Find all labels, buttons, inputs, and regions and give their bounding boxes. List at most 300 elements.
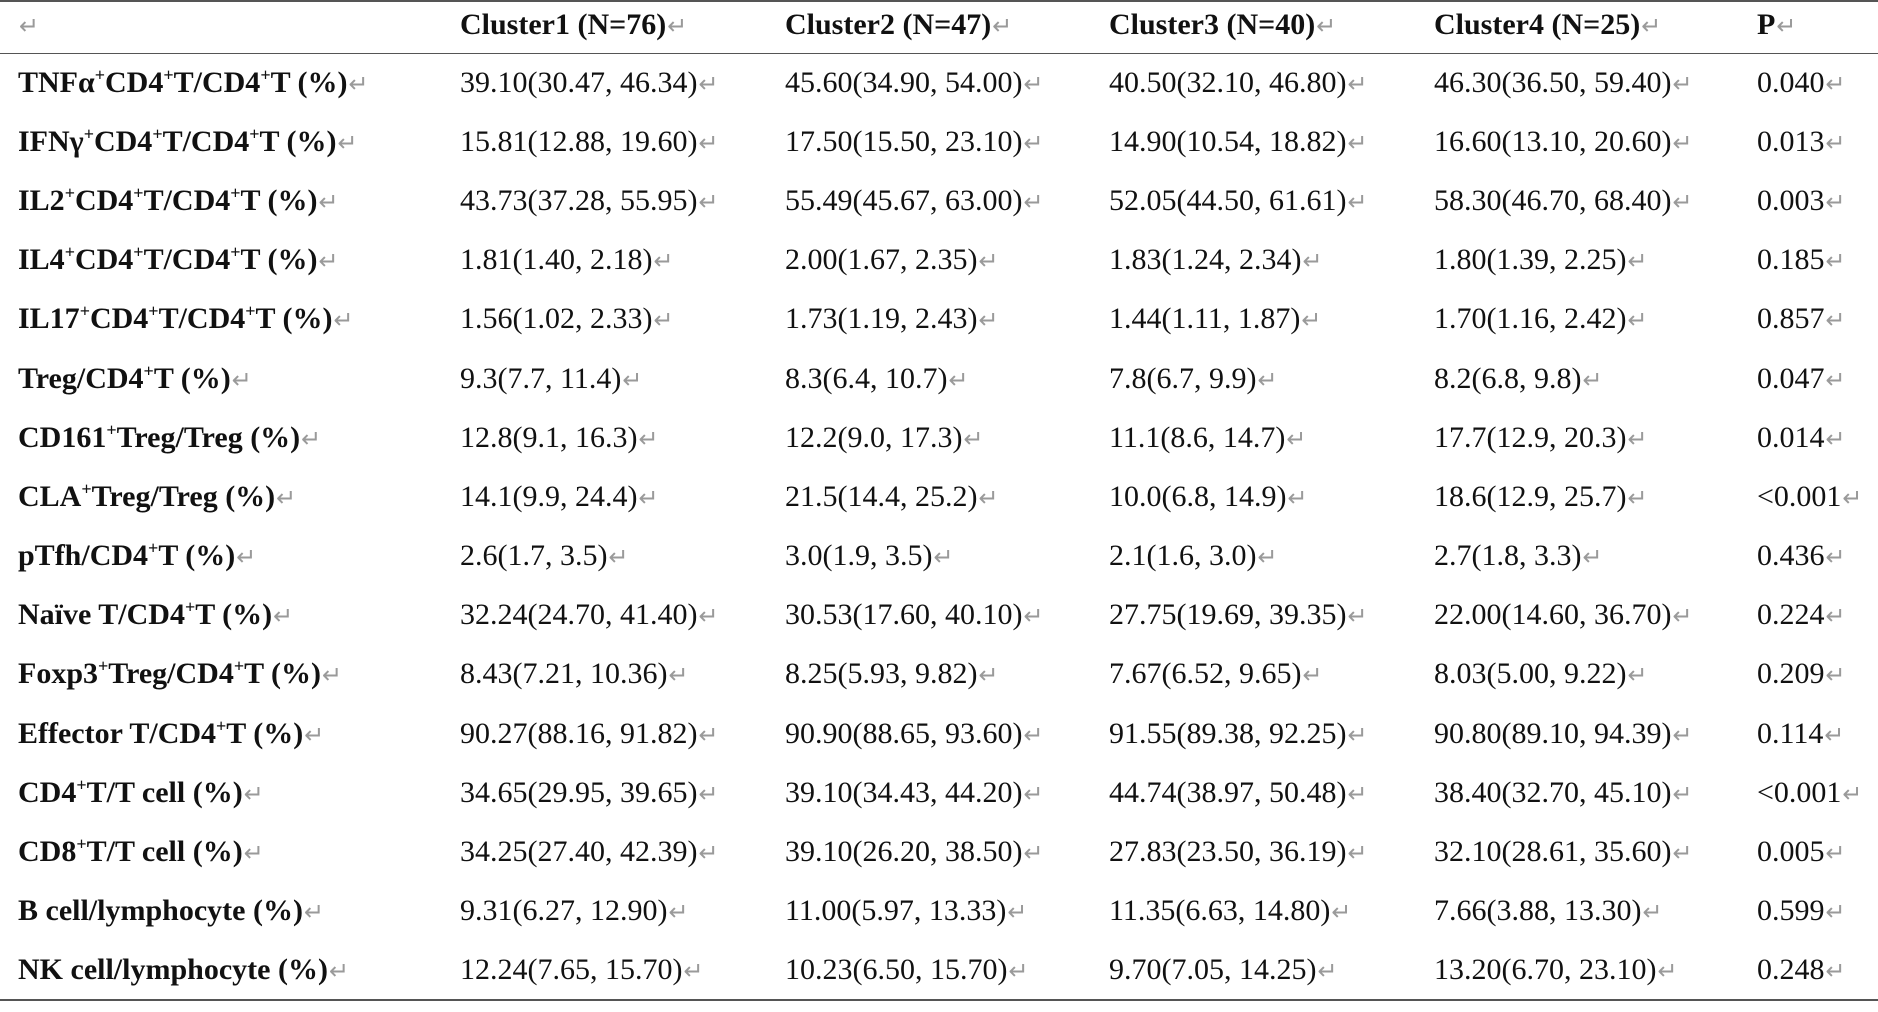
label-superscript: +	[260, 64, 271, 85]
cluster2-value-cell	[783, 231, 1107, 290]
row-label-cell	[0, 349, 458, 408]
cell-value: 30.53(17.60, 40.10)	[785, 598, 1023, 632]
paragraph-mark-icon: ↵	[698, 128, 719, 157]
cluster4-value-cell	[1432, 586, 1755, 645]
header-cell-cluster2	[783, 1, 1107, 53]
cluster1-value-cell	[458, 586, 783, 645]
label-text: CLA	[18, 479, 82, 513]
cluster2-value-cell	[783, 171, 1107, 230]
table-row	[0, 171, 1878, 230]
paragraph-mark-icon: ↵	[963, 424, 984, 453]
paragraph-mark-icon: ↵	[1023, 128, 1044, 157]
label-text: Naïve T/CD4	[18, 598, 185, 632]
cell-value: 1.83(1.24, 2.34)	[1109, 243, 1302, 277]
cell-value: 2.7(1.8, 3.3)	[1434, 539, 1582, 573]
paragraph-mark-icon: ↵	[1347, 779, 1368, 808]
label-superscript: +	[98, 656, 109, 677]
cell-value: 7.66(3.88, 13.30)	[1434, 894, 1642, 928]
cell-value: 21.5(14.4, 25.2)	[785, 479, 978, 513]
p-value-cell	[1755, 882, 1878, 941]
label-superscript: +	[106, 419, 117, 440]
row-label-cell	[0, 763, 458, 822]
table-row	[0, 408, 1878, 467]
paragraph-mark-icon: ↵	[1347, 602, 1368, 631]
cell-value: 40.50(32.10, 46.80)	[1109, 65, 1347, 99]
paragraph-mark-icon: ↵	[1347, 187, 1368, 216]
cluster4-value-cell	[1432, 349, 1755, 408]
paragraph-mark-icon: ↵	[243, 839, 264, 868]
paragraph-mark-icon: ↵	[698, 602, 719, 631]
paragraph-mark-icon: ↵	[948, 365, 969, 394]
cluster1-value-cell	[458, 882, 783, 941]
paragraph-mark-icon: ↵	[1672, 69, 1693, 98]
p-value-cell	[1755, 408, 1878, 467]
cluster1-value-cell	[458, 349, 783, 408]
cell-value: 39.10(30.47, 46.34)	[460, 65, 698, 99]
cluster4-value-cell	[1432, 763, 1755, 822]
cluster3-value-cell	[1107, 645, 1432, 704]
cluster2-value-cell	[783, 704, 1107, 763]
paragraph-mark-icon: ↵	[348, 69, 369, 98]
cell-value: 2.1(1.6, 3.0)	[1109, 539, 1257, 573]
paragraph-mark-icon: ↵	[1825, 543, 1846, 572]
label-text: IFNγ	[18, 124, 84, 158]
paragraph-mark-icon: ↵	[698, 779, 719, 808]
paragraph-mark-icon: ↵	[1023, 69, 1044, 98]
paragraph-mark-icon: ↵	[1672, 128, 1693, 157]
label-text: IL4	[18, 243, 65, 277]
paragraph-mark-icon: ↵	[1825, 898, 1846, 927]
paragraph-mark-icon: ↵	[1023, 839, 1044, 868]
p-value-cell	[1755, 171, 1878, 230]
cluster2-value-cell	[783, 822, 1107, 881]
cluster2-value-cell	[783, 527, 1107, 586]
cell-value: 9.70(7.05, 14.25)	[1109, 952, 1317, 986]
table-row	[0, 349, 1878, 408]
cell-value: 0.857	[1757, 302, 1825, 336]
label-text: CD4	[74, 183, 134, 217]
table-row	[0, 112, 1878, 171]
paragraph-mark-icon: ↵	[1825, 424, 1846, 453]
cell-value: 2.00(1.67, 2.35)	[785, 243, 978, 277]
header-text: P	[1757, 8, 1776, 42]
cell-value: 52.05(44.50, 61.61)	[1109, 183, 1347, 217]
paragraph-mark-icon: ↵	[337, 128, 358, 157]
cell-value: 14.90(10.54, 18.82)	[1109, 124, 1347, 158]
cluster3-value-cell	[1107, 53, 1432, 112]
cluster1-value-cell	[458, 231, 783, 290]
paragraph-mark-icon: ↵	[1641, 12, 1662, 41]
cell-value: 8.2(6.8, 9.8)	[1434, 361, 1582, 395]
cell-value: 39.10(34.43, 44.20)	[785, 775, 1023, 809]
p-value-cell	[1755, 349, 1878, 408]
cell-value: 12.8(9.1, 16.3)	[460, 420, 638, 454]
cluster3-value-cell	[1107, 171, 1432, 230]
paragraph-mark-icon: ↵	[978, 247, 999, 276]
paragraph-mark-icon: ↵	[1582, 365, 1603, 394]
cluster1-value-cell	[458, 822, 783, 881]
cluster3-value-cell	[1107, 290, 1432, 349]
cell-value: 14.1(9.9, 24.4)	[460, 479, 638, 513]
cluster2-value-cell	[783, 763, 1107, 822]
row-label-cell	[0, 53, 458, 112]
label-text: TNFα	[18, 65, 95, 99]
cell-value: 0.013	[1757, 124, 1825, 158]
table-row	[0, 941, 1878, 1000]
p-value-cell	[1755, 290, 1878, 349]
label-text: IL2	[18, 183, 65, 217]
paragraph-mark-icon: ↵	[1302, 661, 1323, 690]
paragraph-mark-icon: ↵	[1825, 661, 1846, 690]
cell-value: 44.74(38.97, 50.48)	[1109, 775, 1347, 809]
cell-value: 45.60(34.90, 54.00)	[785, 65, 1023, 99]
paragraph-mark-icon: ↵	[683, 956, 704, 985]
cluster2-value-cell	[783, 112, 1107, 171]
paragraph-mark-icon: ↵	[1331, 898, 1352, 927]
paragraph-mark-icon: ↵	[1627, 483, 1648, 512]
cluster4-value-cell	[1432, 941, 1755, 1000]
paragraph-mark-icon: ↵	[333, 306, 354, 335]
cell-value: 10.0(6.8, 14.9)	[1109, 479, 1287, 513]
label-text: T (%)	[226, 716, 304, 750]
header-cell-p-value	[1755, 1, 1878, 53]
row-label-cell	[0, 231, 458, 290]
label-text: IL17	[18, 302, 80, 336]
p-value-cell	[1755, 53, 1878, 112]
paragraph-mark-icon: ↵	[668, 661, 689, 690]
cell-value: 38.40(32.70, 45.10)	[1434, 775, 1672, 809]
paragraph-mark-icon: ↵	[1347, 839, 1368, 868]
label-text: T (%)	[158, 539, 236, 573]
label-text: Foxp3	[18, 657, 99, 691]
table-row	[0, 763, 1878, 822]
cell-value: 27.75(19.69, 39.35)	[1109, 598, 1347, 632]
table-row	[0, 586, 1878, 645]
cell-value: 1.81(1.40, 2.18)	[460, 243, 653, 277]
label-text: T/T cell (%)	[86, 775, 243, 809]
cell-value: 0.005	[1757, 835, 1825, 869]
paragraph-mark-icon: ↵	[992, 12, 1013, 41]
cluster4-value-cell	[1432, 231, 1755, 290]
cell-value: 0.185	[1757, 243, 1825, 277]
paragraph-mark-icon: ↵	[653, 306, 674, 335]
cluster4-value-cell	[1432, 171, 1755, 230]
cluster4-value-cell	[1432, 882, 1755, 941]
paragraph-mark-icon: ↵	[1842, 779, 1863, 808]
cluster4-value-cell	[1432, 112, 1755, 171]
cell-value: 1.73(1.19, 2.43)	[785, 302, 978, 336]
cell-value: 34.65(29.95, 39.65)	[460, 775, 698, 809]
paragraph-mark-icon: ↵	[1672, 187, 1693, 216]
table-row	[0, 882, 1878, 941]
paragraph-mark-icon: ↵	[1657, 956, 1678, 985]
cluster3-value-cell	[1107, 408, 1432, 467]
cluster1-value-cell	[458, 704, 783, 763]
label-superscript: +	[83, 123, 94, 144]
paragraph-mark-icon: ↵	[1257, 543, 1278, 572]
header-text: Cluster2 (N=47)	[785, 8, 992, 42]
cluster4-value-cell	[1432, 467, 1755, 526]
label-text: T (%)	[240, 243, 318, 277]
cluster2-value-cell	[783, 467, 1107, 526]
p-value-cell	[1755, 586, 1878, 645]
paragraph-mark-icon: ↵	[318, 187, 339, 216]
paragraph-mark-icon: ↵	[1825, 602, 1846, 631]
cluster2-value-cell	[783, 882, 1107, 941]
table-body	[0, 53, 1878, 1000]
header-text: Cluster4 (N=25)	[1434, 8, 1641, 42]
paragraph-mark-icon: ↵	[668, 898, 689, 927]
paragraph-mark-icon: ↵	[1286, 424, 1307, 453]
row-label-cell	[0, 527, 458, 586]
label-superscript: +	[249, 123, 260, 144]
row-label-cell	[0, 408, 458, 467]
cluster3-value-cell	[1107, 231, 1432, 290]
cluster3-value-cell	[1107, 586, 1432, 645]
label-text: T (%)	[244, 657, 322, 691]
label-superscript: +	[245, 301, 256, 322]
cluster1-value-cell	[458, 941, 783, 1000]
paragraph-mark-icon: ↵	[1842, 483, 1863, 512]
paragraph-mark-icon: ↵	[667, 12, 688, 41]
paragraph-mark-icon: ↵	[698, 839, 719, 868]
p-value-cell	[1755, 112, 1878, 171]
cell-value: 0.003	[1757, 183, 1825, 217]
table-row	[0, 822, 1878, 881]
paragraph-mark-icon: ↵	[1825, 306, 1846, 335]
paragraph-mark-icon: ↵	[1672, 839, 1693, 868]
header-cell-cluster1	[458, 1, 783, 53]
cell-value: 17.7(12.9, 20.3)	[1434, 420, 1627, 454]
cell-value: 16.60(13.10, 20.60)	[1434, 124, 1672, 158]
cell-value: 0.436	[1757, 539, 1825, 573]
paragraph-mark-icon: ↵	[1825, 839, 1846, 868]
cell-value: 8.03(5.00, 9.22)	[1434, 657, 1627, 691]
table-row	[0, 527, 1878, 586]
row-label-cell	[0, 467, 458, 526]
paragraph-mark-icon: ↵	[236, 543, 257, 572]
cell-value: 32.10(28.61, 35.60)	[1434, 835, 1672, 869]
cluster2-value-cell	[783, 349, 1107, 408]
cell-value: 9.31(6.27, 12.90)	[460, 894, 668, 928]
row-label-cell	[0, 704, 458, 763]
cell-value: 7.8(6.7, 9.9)	[1109, 361, 1257, 395]
label-text: T (%)	[240, 183, 318, 217]
label-text: T/CD4	[143, 243, 231, 277]
paragraph-mark-icon: ↵	[1582, 543, 1603, 572]
paragraph-mark-icon: ↵	[1316, 12, 1337, 41]
label-text: Treg/CD4	[18, 361, 144, 395]
p-value-cell	[1755, 763, 1878, 822]
label-text: pTfh/CD4	[18, 539, 149, 573]
paragraph-mark-icon: ↵	[322, 661, 343, 690]
cluster1-value-cell	[458, 290, 783, 349]
cell-value: 8.43(7.21, 10.36)	[460, 657, 668, 691]
cell-value: 10.23(6.50, 15.70)	[785, 952, 1008, 986]
cluster2-value-cell	[783, 290, 1107, 349]
row-label-cell	[0, 882, 458, 941]
cell-value: 22.00(14.60, 36.70)	[1434, 598, 1672, 632]
row-label-cell	[0, 586, 458, 645]
cell-value: 32.24(24.70, 41.40)	[460, 598, 698, 632]
row-label-cell	[0, 822, 458, 881]
paragraph-mark-icon: ↵	[1825, 128, 1846, 157]
cell-value: 0.599	[1757, 894, 1825, 928]
cluster1-value-cell	[458, 408, 783, 467]
table-row	[0, 704, 1878, 763]
cell-value: 1.70(1.16, 2.42)	[1434, 302, 1627, 336]
label-superscript: +	[216, 715, 227, 736]
paragraph-mark-icon: ↵	[276, 483, 297, 512]
cluster4-value-cell	[1432, 53, 1755, 112]
paragraph-mark-icon: ↵	[698, 187, 719, 216]
row-label-cell	[0, 290, 458, 349]
paragraph-mark-icon: ↵	[1672, 720, 1693, 749]
label-superscript: +	[81, 478, 92, 499]
cell-value: 17.50(15.50, 23.10)	[785, 124, 1023, 158]
header-cell-variable	[0, 1, 458, 53]
cell-value: 15.81(12.88, 19.60)	[460, 124, 698, 158]
paragraph-mark-icon: ↵	[1302, 247, 1323, 276]
label-text: CD4	[74, 243, 134, 277]
paragraph-mark-icon: ↵	[1824, 720, 1845, 749]
label-superscript: +	[76, 834, 87, 855]
label-text: CD4	[18, 775, 77, 809]
cluster3-value-cell	[1107, 349, 1432, 408]
p-value-cell	[1755, 941, 1878, 1000]
table-row	[0, 645, 1878, 704]
label-text: NK cell/lymphocyte (%)	[18, 952, 328, 986]
paragraph-mark-icon: ↵	[608, 543, 629, 572]
label-text: T (%)	[153, 361, 231, 395]
paragraph-mark-icon: ↵	[1347, 720, 1368, 749]
cell-value: 34.25(27.40, 42.39)	[460, 835, 698, 869]
cluster4-value-cell	[1432, 408, 1755, 467]
cell-value: 1.80(1.39, 2.25)	[1434, 243, 1627, 277]
row-label-cell	[0, 645, 458, 704]
cluster4-value-cell	[1432, 645, 1755, 704]
label-superscript: +	[148, 538, 159, 559]
paragraph-mark-icon: ↵	[304, 720, 325, 749]
cell-value: 90.90(88.65, 93.60)	[785, 716, 1023, 750]
paragraph-mark-icon: ↵	[1825, 247, 1846, 276]
paragraph-mark-icon: ↵	[1825, 69, 1846, 98]
label-text: Treg/Treg (%)	[116, 420, 301, 454]
cluster1-value-cell	[458, 645, 783, 704]
row-label-cell	[0, 171, 458, 230]
paragraph-mark-icon: ↵	[1627, 306, 1648, 335]
table-row	[0, 467, 1878, 526]
label-text: T/CD4	[143, 183, 231, 217]
label-text: T (%)	[255, 302, 333, 336]
paragraph-mark-icon: ↵	[1257, 365, 1278, 394]
paragraph-mark-icon: ↵	[1825, 365, 1846, 394]
paragraph-mark-icon: ↵	[978, 661, 999, 690]
cluster2-value-cell	[783, 53, 1107, 112]
cell-value: 27.83(23.50, 36.19)	[1109, 835, 1347, 869]
cell-value: 91.55(89.38, 92.25)	[1109, 716, 1347, 750]
label-superscript: +	[233, 656, 245, 677]
paragraph-mark-icon: ↵	[978, 306, 999, 335]
paragraph-mark-icon: ↵	[1825, 956, 1846, 985]
label-text: T/T cell (%)	[86, 835, 243, 869]
label-text: CD4	[105, 65, 164, 99]
p-value-cell	[1755, 231, 1878, 290]
cluster4-value-cell	[1432, 290, 1755, 349]
cluster1-value-cell	[458, 527, 783, 586]
paragraph-mark-icon: ↵	[303, 898, 325, 927]
paragraph-mark-icon: ↵	[1023, 187, 1044, 216]
cell-value: 58.30(46.70, 68.40)	[1434, 183, 1672, 217]
cell-value: 1.44(1.11, 1.87)	[1109, 302, 1301, 336]
p-value-cell	[1755, 527, 1878, 586]
cluster3-value-cell	[1107, 527, 1432, 586]
cell-value: 43.73(37.28, 55.95)	[460, 183, 698, 217]
label-text: Treg/CD4	[108, 657, 234, 691]
cluster4-value-cell	[1432, 822, 1755, 881]
paragraph-mark-icon: ↵	[978, 483, 999, 512]
label-text: Treg/Treg (%)	[91, 479, 276, 513]
paragraph-mark-icon: ↵	[1627, 424, 1648, 453]
cluster3-value-cell	[1107, 704, 1432, 763]
paragraph-mark-icon: ↵	[698, 69, 719, 98]
label-superscript: +	[148, 301, 159, 322]
paragraph-mark-icon: ↵	[638, 424, 659, 453]
label-superscript: +	[64, 182, 75, 203]
cluster2-value-cell	[783, 586, 1107, 645]
paragraph-mark-icon: ↵	[1627, 661, 1648, 690]
cluster3-value-cell	[1107, 941, 1432, 1000]
cluster2-value-cell	[783, 408, 1107, 467]
header-cell-cluster4	[1432, 1, 1755, 53]
cluster2-value-cell	[783, 645, 1107, 704]
label-text: T (%)	[195, 598, 273, 632]
paragraph-mark-icon: ↵	[1627, 247, 1648, 276]
paragraph-mark-icon: ↵	[1007, 898, 1028, 927]
cell-value: 7.67(6.52, 9.65)	[1109, 657, 1302, 691]
paragraph-mark-icon: ↵	[273, 602, 294, 631]
cluster3-value-cell	[1107, 763, 1432, 822]
paragraph-mark-icon: ↵	[1023, 720, 1044, 749]
table-row	[0, 53, 1878, 112]
table-header	[0, 1, 1878, 53]
cell-value: 11.1(8.6, 14.7)	[1109, 420, 1286, 454]
cluster4-value-cell	[1432, 527, 1755, 586]
paragraph-mark-icon: ↵	[698, 720, 719, 749]
header-text: Cluster1 (N=76)	[460, 8, 667, 42]
paragraph-mark-icon: ↵	[1317, 956, 1338, 985]
row-label-cell	[0, 941, 458, 1000]
header-text: Cluster3 (N=40)	[1109, 8, 1316, 42]
cell-value: 0.040	[1757, 65, 1825, 99]
cluster1-value-cell	[458, 53, 783, 112]
cluster4-value-cell	[1432, 704, 1755, 763]
paragraph-mark-icon: ↵	[1008, 956, 1029, 985]
paragraph-mark-icon: ↵	[1023, 779, 1044, 808]
label-text: T/CD4	[158, 302, 246, 336]
cell-value: 0.209	[1757, 657, 1825, 691]
cluster1-value-cell	[458, 112, 783, 171]
label-superscript: +	[230, 182, 241, 203]
cluster3-value-cell	[1107, 822, 1432, 881]
paragraph-mark-icon: ↵	[1023, 602, 1044, 631]
paragraph-mark-icon: ↵	[1672, 602, 1693, 631]
label-superscript: +	[79, 301, 90, 322]
cell-value: 12.24(7.65, 15.70)	[460, 952, 683, 986]
paragraph-mark-icon: ↵	[1301, 306, 1322, 335]
cluster1-value-cell	[458, 763, 783, 822]
cell-value: 8.3(6.4, 10.7)	[785, 361, 948, 395]
